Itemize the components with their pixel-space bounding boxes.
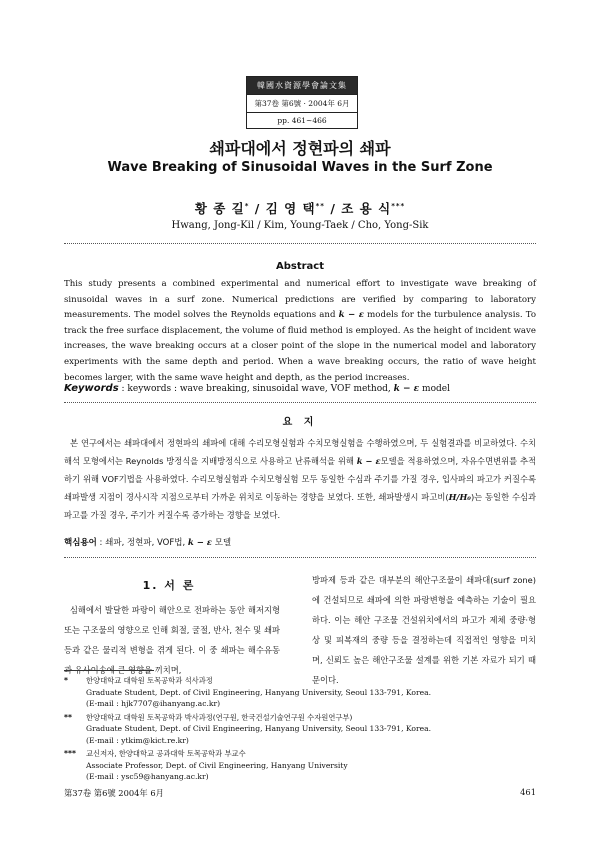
summary-text — [64, 434, 536, 524]
model-symbol: k − ε — [393, 384, 420, 394]
author-separator: / — [324, 201, 342, 216]
authors-korean — [0, 199, 600, 217]
author-name: 황 종 길 — [194, 201, 245, 216]
divider — [64, 243, 536, 244]
abstract-part: This study presents a combined experimental and numerical effort to investigate wave breaking of sinusoidal waves in a surf zone. Numerical predictions are verified by comparing to laboratory measurements. The model solves the Reynolds equations and — [64, 279, 536, 321]
footnote-mark: * — [64, 676, 68, 685]
divider — [64, 557, 536, 558]
footnote-english: Associate Professor, Dept. of Civil Engineering, Hanyang University — [86, 760, 348, 770]
footnote-mark: *** — [64, 749, 76, 758]
abstract-heading: Abstract — [275, 261, 325, 272]
keywords-english — [64, 383, 536, 394]
footnote-email: (E-mail : ytkim@kict.re.kr) — [86, 735, 189, 745]
footnote-email: (E-mail : ysc59@hanyang.ac.kr) — [86, 772, 209, 781]
author-mark: * — [244, 201, 250, 210]
summary-part: 본 연구에서는 쇄파대에서 정현파의 쇄파에 대해 수리모형실험과 수치모형실험을 수행하였으며, 두 실험결과를 비교하였다. 수치해석 모형에서는 Reynolds 방정식을 지배방정식으로 사용하고 난류해석을 위해 — [64, 438, 536, 466]
divider — [64, 402, 536, 403]
summary-part: )는 동일한 수심과 파고를 가질 경우, 주기가 커질수록 증가하는 경향을 보였다. — [64, 492, 536, 520]
title-korean: 쇄파대에서 정현파의 쇄파 — [209, 139, 391, 158]
footnote-english: Graduate Student, Dept. of Civil Engineering, Hanyang University, Seoul 133-791, Korea. — [86, 724, 432, 733]
title-english: Wave Breaking of Sinusoidal Waves in the Surf Zone — [107, 160, 493, 175]
model-symbol: k − ε — [187, 538, 212, 548]
model-symbol: k − ε — [356, 456, 381, 466]
page-number: 461 — [520, 787, 536, 797]
abstract-text — [64, 277, 536, 386]
footer-journal-issue: 第37卷 第6號 2004年 6月 — [64, 788, 164, 798]
author-name: 조 용 식 — [341, 201, 392, 216]
intro-heading: 1. 서 론 — [142, 579, 196, 592]
journal-volume: 第37卷 第6號 · 2004年 6月 — [247, 94, 357, 112]
footnote — [64, 675, 536, 710]
keywords-label: Keywords — [64, 383, 119, 394]
footnote-korean: 교신저자, 한양대학교 공과대학 토목공학과 부교수 — [86, 749, 246, 758]
author-mark: *** — [391, 201, 406, 210]
journal-name: 韓國水資源學會論文集 — [247, 77, 357, 94]
footnote-mark: ** — [64, 712, 72, 722]
keywords-text: keywords : wave breaking, sinusoidal wave, VOF method, — [127, 384, 391, 394]
keywords-label: 핵심용어 — [64, 538, 97, 548]
intro-left-column — [64, 600, 280, 680]
summary-part: 모델을 적용하였으며, 자유수면변위를 추적하기 위해 VOF기법을 사용하였다. 수리모형실험과 수치모형실험 모두 동일한 수심과 주기를 가질 경우, 입사파의 파고가 커질수록 쇄파발생 지점이 경사시작 지점으로부터 가까운 위치로 이동하는 경향을 보였다. 또한, 쇄파발생시 파고비( — [64, 456, 536, 502]
footnote — [64, 748, 536, 783]
intro-right-column: 방파제 등과 같은 대부분의 해안구조물이 쇄파대(surf zone)에 건설되므로 쇄파에 의한 파랑변형을 예측하는 기술이 필요하다. 이는 해안 구조물 건설위치에서의 파고가 제체 중량·형상 및 피복재의 중량 등을 결정하는데 직접적인 영향을 미치며, 신뢰도 높은 해안구조물 설계를 위한 기본 자료가 되기 때문이다. — [312, 575, 536, 685]
journal-pages: pp. 461~466 — [247, 112, 357, 128]
author-separator: / — [249, 201, 266, 216]
footnote-english: Graduate Student, Dept. of Civil Engineering, Hanyang University, Seoul 133-791, Korea. — [86, 687, 432, 697]
footnote-email: (E-mail : hjk7707@ihanyang.ac.kr) — [86, 699, 221, 708]
model-symbol: k − ε — [338, 310, 364, 321]
author-mark: ** — [315, 201, 325, 210]
summary-heading: 요 지 — [282, 417, 318, 428]
intro-text: 심해에서 발달한 파랑이 해안으로 전파하는 동안 해저지형 또는 구조물의 영향으로 인해 회절, 굴절, 반사, 천수 및 쇄파 등과 같은 물리적 변형을 겪게 된다. 이 중 쇄파는 해수유동과 유사이송에 큰 영향을 끼치며, — [64, 605, 281, 675]
keywords-korean — [64, 536, 536, 548]
footnote-rule — [64, 670, 154, 671]
journal-info-box — [246, 76, 358, 129]
author-name: 김 영 택 — [265, 201, 316, 216]
keywords-separator: : — [118, 384, 128, 394]
keywords-text: 쇄파, 정현파, VOF법, — [105, 538, 186, 548]
footnote-korean: 한양대학교 대학원 토목공학과 석사과정 — [86, 676, 213, 685]
abstract-part: models for the turbulence analysis. To track the free surface displacement, the volume of fluid method is employed. As the height of incident wave increases, the wave breaking occurs at a closer point of the slope in the numerical model and laboratory experiments with the same depth and period. When a wave breaking occurs, the ratio of wave height becomes larger, with the same wave height and depth, as the period increases. — [64, 310, 537, 383]
footnote — [64, 712, 536, 747]
authors-english: Hwang, Jong-Kil / Kim, Young-Taek / Cho, Yong-Sik — [171, 220, 429, 231]
keywords-tail: model — [422, 384, 450, 394]
keywords-tail: 모델 — [214, 538, 232, 548]
keywords-separator: : — [96, 538, 106, 548]
footnote-korean: 한양대학교 대학원 토목공학과 박사과정(연구원, 한국건설기술연구원 수자원연구부) — [86, 712, 353, 722]
wave-height-ratio: H/H₀ — [448, 492, 471, 502]
footnotes — [64, 675, 536, 785]
